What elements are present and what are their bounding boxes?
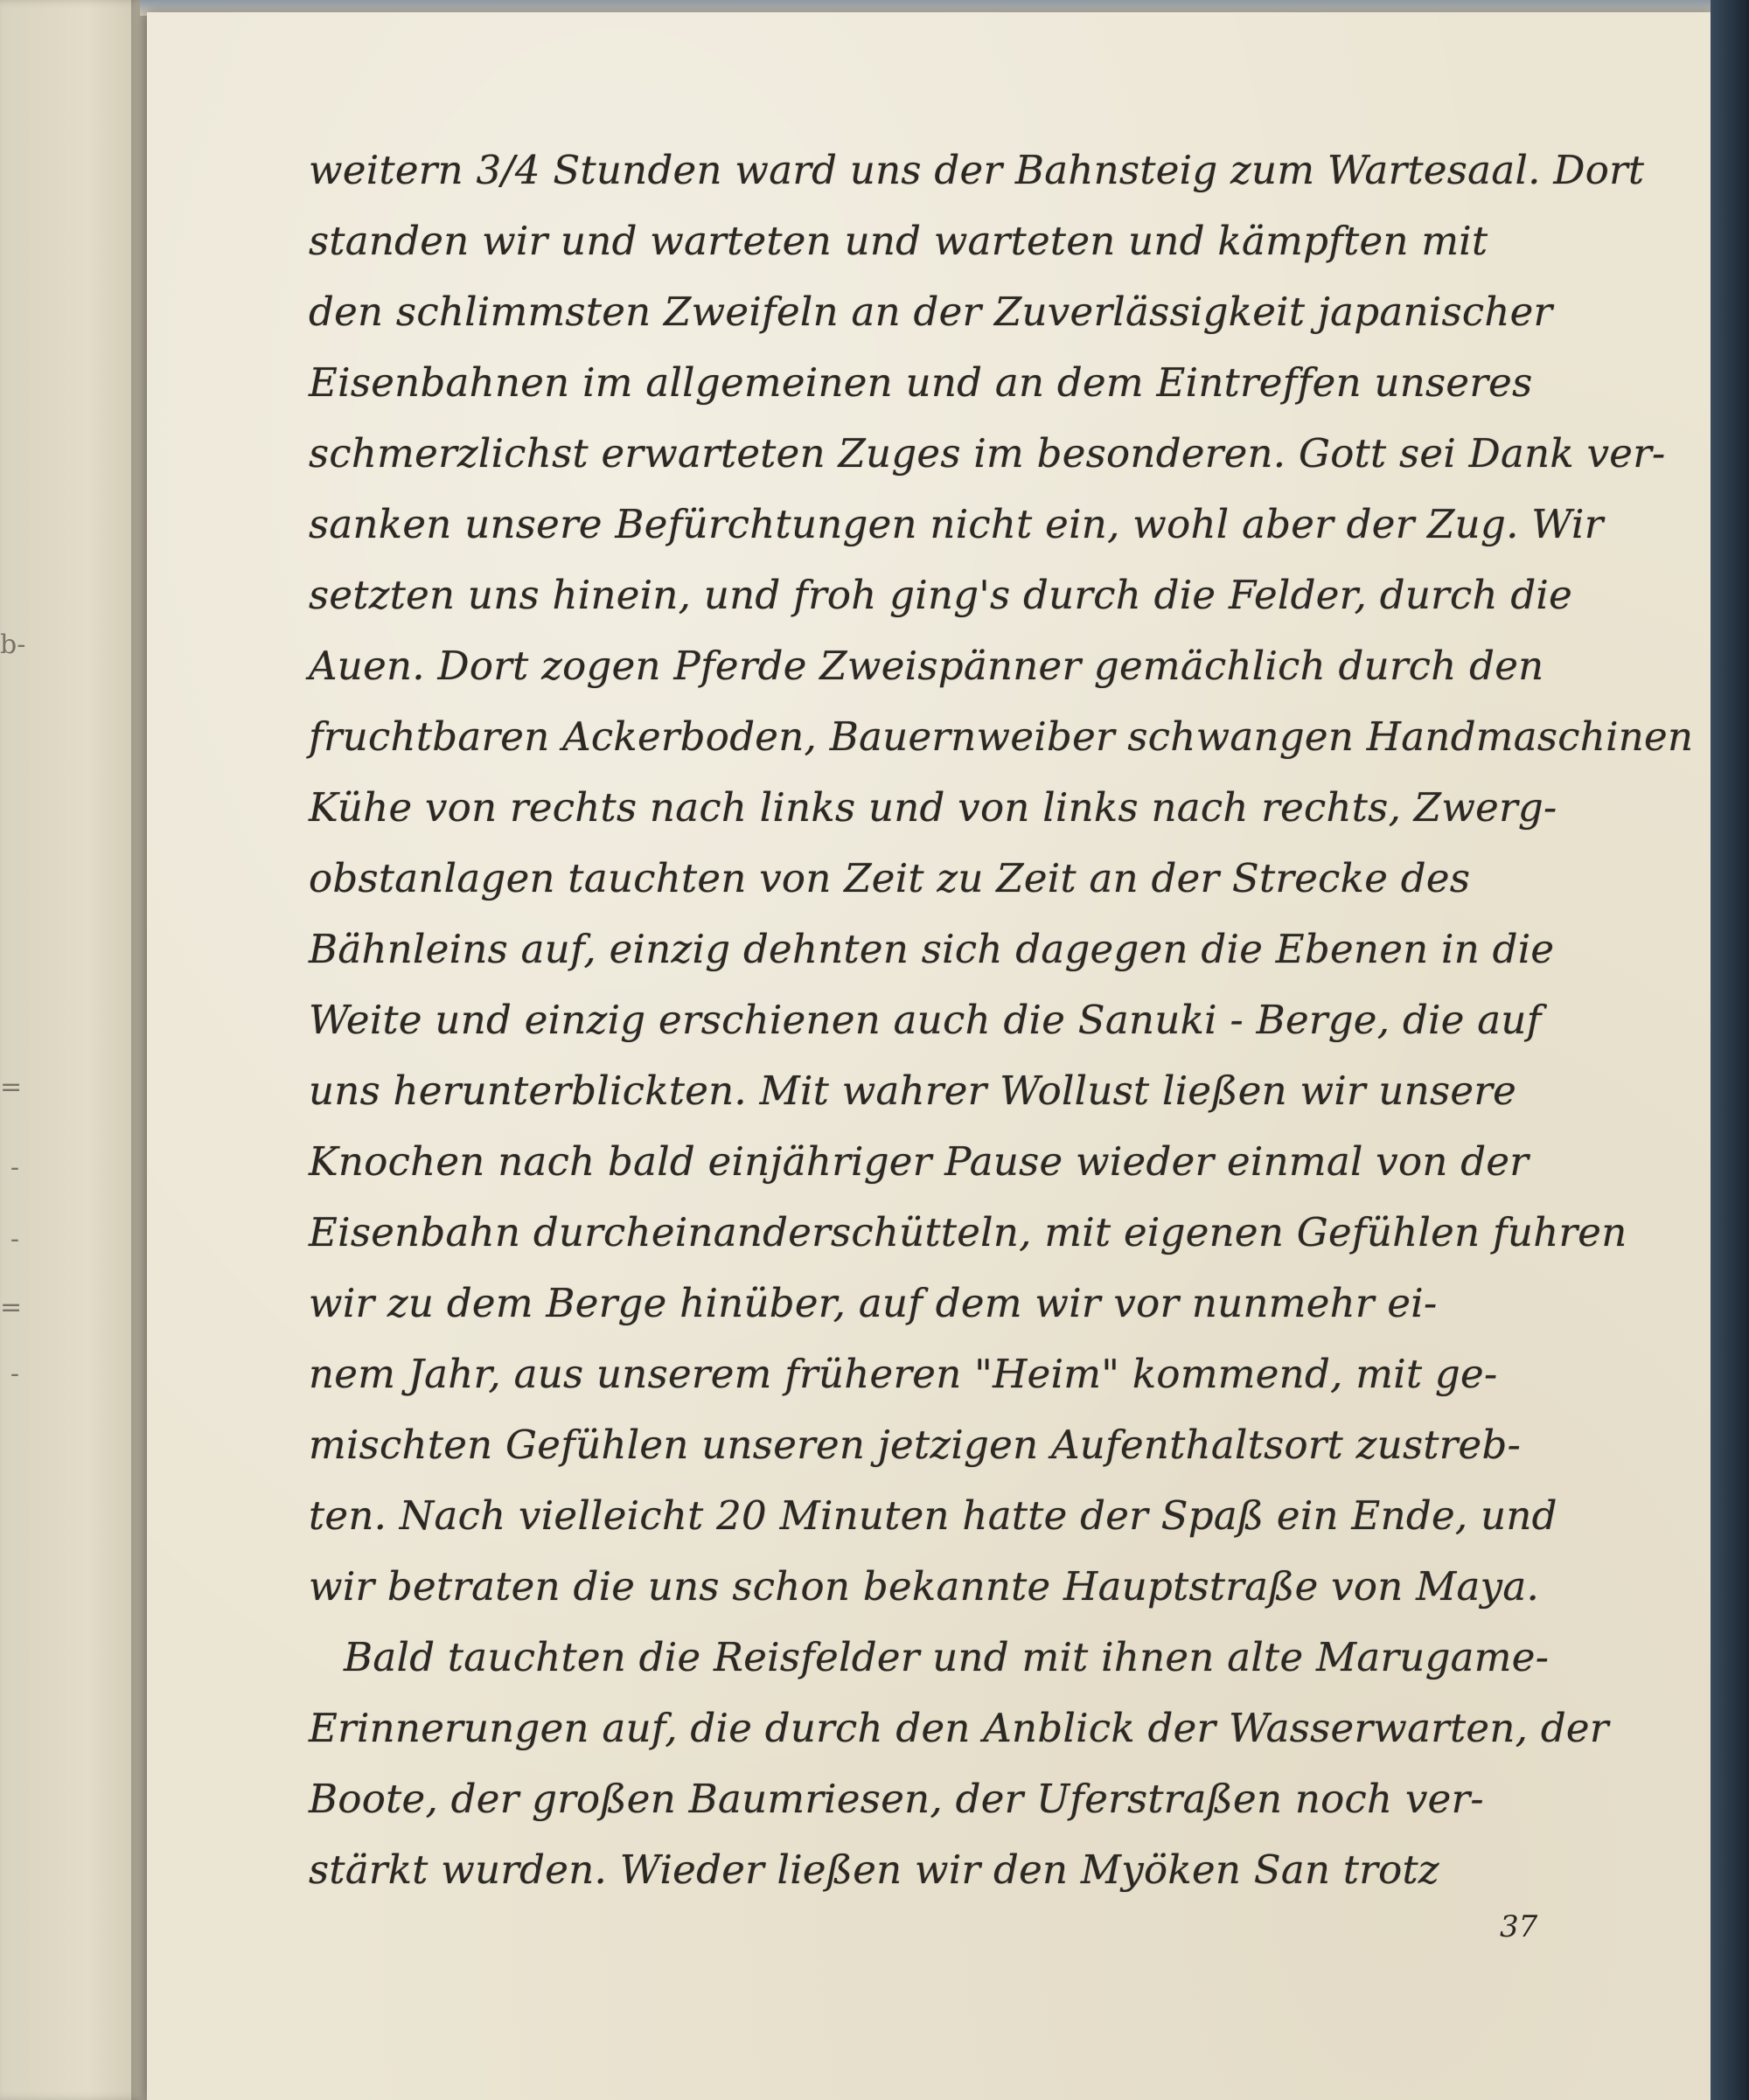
page-number: 37	[1500, 1909, 1538, 1944]
text-line: ten. Nach vielleicht 20 Minuten hatte der Spaß ein Ende, und	[309, 1492, 1557, 1539]
handwritten-text-block	[309, 135, 1708, 1905]
text-line: Knochen nach bald einjähriger Pause wieder einmal von der	[309, 1138, 1530, 1185]
text-line: stärkt wurden. Wieder ließen wir den Myöken San trotz	[309, 1846, 1439, 1893]
text-line: setzten uns hinein, und froh ging's durch die Felder, durch die	[309, 572, 1573, 618]
text-line: fruchtbaren Ackerboden, Bauernweiber schwangen Handmaschinen	[309, 713, 1694, 760]
left-page-edge	[0, 0, 147, 2100]
text-line: Weite und einzig erschienen auch die Sanuki - Berge, die auf	[309, 997, 1542, 1043]
left-page-mark: -	[10, 1224, 19, 1255]
text-line: den schlimmsten Zweifeln an der Zuverlässigkeit japanischer	[309, 289, 1553, 335]
text-line: weitern 3/4 Stunden ward uns der Bahnsteig zum Wartesaal. Dort	[309, 147, 1645, 193]
text-line: Bähnleins auf, einzig dehnten sich dagegen die Ebenen in die	[309, 926, 1555, 972]
text-line-paragraph-start: Bald tauchten die Reisfelder und mit ihnen alte Marugame-	[344, 1634, 1550, 1680]
text-line: obstanlagen tauchten von Zeit zu Zeit an der Strecke des	[309, 855, 1471, 901]
right-cover-edge	[1711, 0, 1749, 2100]
left-page-mark: -	[10, 1359, 19, 1389]
text-line: Boote, der großen Baumriesen, der Uferstraßen noch ver-	[309, 1776, 1484, 1822]
text-line: uns herunterblickten. Mit wahrer Wollust ließen wir unsere	[309, 1067, 1517, 1114]
left-page-mark: -	[10, 1152, 19, 1183]
text-line: nem Jahr, aus unserem früheren "Heim" kommend, mit ge-	[309, 1351, 1498, 1397]
text-line: mischten Gefühlen unseren jetzigen Aufenthaltsort zustreb-	[309, 1422, 1522, 1468]
text-line: Eisenbahnen im allgemeinen und an dem Eintreffen unseres	[309, 359, 1533, 406]
text-line: sanken unsere Befürchtungen nicht ein, wohl aber der Zug. Wir	[309, 501, 1604, 547]
text-line: Kühe von rechts nach links und von links nach rechts, Zwerg-	[309, 784, 1557, 831]
text-line: Auen. Dort zogen Pferde Zweispänner gemächlich durch den	[309, 643, 1544, 689]
text-line: wir betraten die uns schon bekannte Hauptstraße von Maya.	[309, 1563, 1540, 1610]
text-line: Eisenbahn durcheinanderschütteln, mit eigenen Gefühlen fuhren	[309, 1209, 1627, 1255]
text-line: schmerzlichst erwarteten Zuges im besonderen. Gott sei Dank ver-	[309, 430, 1666, 476]
text-line: Erinnerungen auf, die durch den Anblick der Wasserwarten, der	[309, 1705, 1609, 1751]
right-page	[147, 12, 1714, 2100]
left-page-mark: b-	[0, 629, 26, 660]
text-line: standen wir und warteten und warteten und kämpften mit	[309, 218, 1488, 264]
left-page-mark: =	[0, 1072, 23, 1102]
text-line: wir zu dem Berge hinüber, auf dem wir vor nunmehr ei-	[309, 1280, 1438, 1326]
left-page-mark: =	[0, 1292, 23, 1323]
